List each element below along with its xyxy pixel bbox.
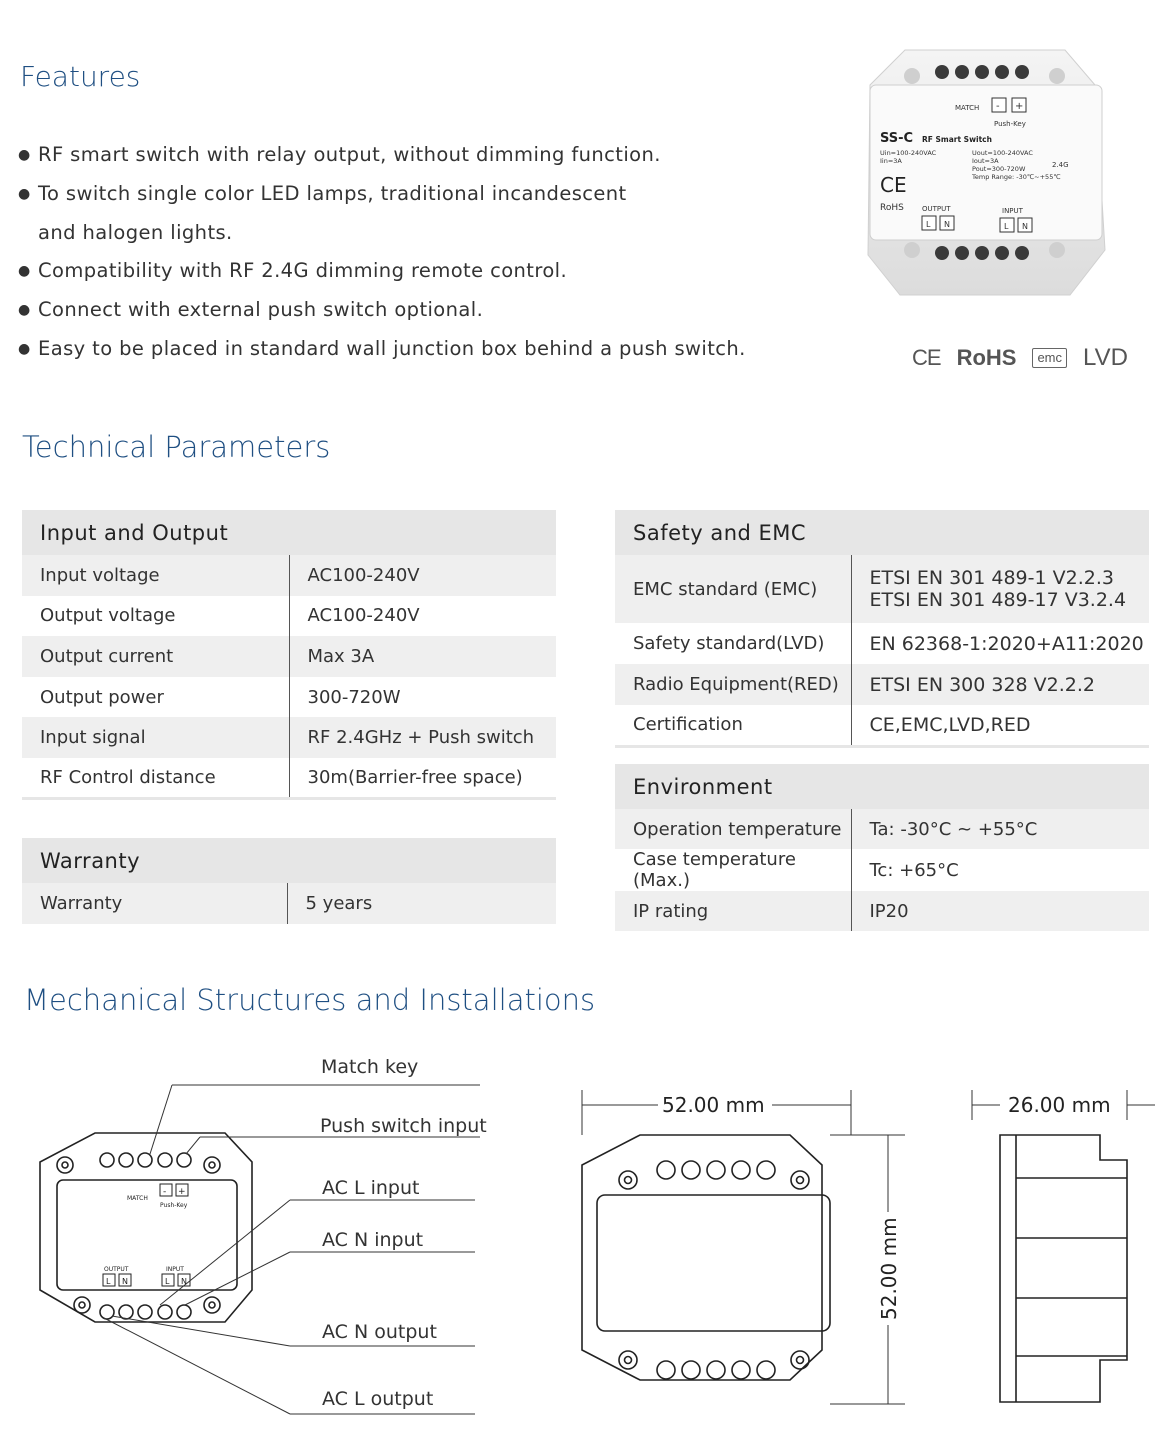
technical-parameters-title: Technical Parameters — [22, 430, 331, 464]
dimension-depth: 26.00 mm — [1008, 1093, 1111, 1117]
table-row: Certification CE,EMC,LVD,RED — [615, 705, 1149, 746]
product-image — [860, 40, 1110, 300]
product-ce-mark: CE — [880, 173, 907, 197]
svg-text:Pout=300-720W: Pout=300-720W — [972, 165, 1026, 173]
svg-text:Temp Range: -30℃~+55℃: Temp Range: -30℃~+55℃ — [972, 173, 1061, 181]
dimension-height: 52.00 mm — [877, 1217, 901, 1320]
mechanical-title: Mechanical Structures and Installations — [24, 983, 596, 1017]
table-row: Output power 300-720W — [22, 677, 556, 718]
feature-item-continuation: and halogen lights. — [38, 220, 233, 244]
product-pushkey-label: Push-Key — [994, 120, 1026, 128]
table-row: Input signal RF 2.4GHz + Push switch — [22, 717, 556, 758]
lvd-mark: LVD — [1083, 344, 1128, 371]
label-ac-l-output: AC L output — [322, 1388, 434, 1410]
svg-text:L: L — [165, 1277, 170, 1286]
label-push-switch-input: Push switch input — [320, 1115, 487, 1137]
svg-text:+: + — [178, 1187, 186, 1197]
safety-emc-table — [615, 510, 1149, 748]
environment-table — [615, 764, 1149, 931]
svg-text:L: L — [106, 1277, 111, 1286]
svg-text:Iin=3A: Iin=3A — [880, 157, 902, 165]
svg-text:RoHS: RoHS — [880, 203, 904, 213]
product-name: RF Smart Switch — [922, 135, 992, 144]
svg-text:OUTPUT: OUTPUT — [104, 1266, 129, 1273]
table-row: Operation temperature Ta: -30°C ~ +55°C — [615, 809, 1149, 849]
table-row: IP rating IP20 — [615, 891, 1149, 931]
bullet-icon: ● — [18, 147, 31, 163]
input-output-table — [22, 510, 556, 800]
svg-text:+: + — [1015, 101, 1024, 112]
table-row: Radio Equipment(RED) ETSI EN 300 328 V2.2.2 — [615, 664, 1149, 705]
table-row: Case temperature (Max.) Tc: +65°C — [615, 849, 1149, 891]
table-row: Warranty 5 years — [22, 883, 556, 924]
table-header: Warranty — [22, 838, 556, 883]
svg-text:INPUT: INPUT — [1002, 207, 1023, 215]
bullet-icon: ● — [18, 340, 31, 357]
feature-item: ● Easy to be placed in standard wall junction box behind a push switch. — [18, 330, 778, 369]
table-row: RF Control distance 30m(Barrier-free space) — [22, 758, 556, 799]
svg-text:L: L — [1004, 222, 1009, 231]
feature-item: ● To switch single color LED lamps, traditional incandescent — [18, 175, 778, 214]
emc-mark: emc — [1032, 348, 1067, 368]
product-model: SS-C — [880, 131, 914, 146]
ce-mark: CE — [912, 345, 941, 370]
product-match-label: MATCH — [955, 104, 980, 112]
svg-text:Iout=3A: Iout=3A — [972, 157, 999, 165]
feature-item: ● Compatibility with RF 2.4G dimming remote control. — [18, 252, 778, 291]
svg-text:Uout=100-240VAC: Uout=100-240VAC — [972, 149, 1033, 157]
bullet-icon: ● — [18, 263, 31, 280]
svg-text:N: N — [944, 220, 950, 229]
label-match-key: Match key — [321, 1056, 419, 1078]
feature-item: ● Connect with external push switch optional. — [18, 291, 778, 330]
label-ac-l-input: AC L input — [322, 1177, 420, 1199]
feature-list — [18, 136, 778, 369]
bullet-icon: ● — [18, 185, 31, 202]
label-ac-n-output: AC N output — [322, 1321, 437, 1343]
table-header: Safety and EMC — [615, 510, 1149, 555]
label-ac-n-input: AC N input — [322, 1229, 424, 1251]
dimension-width: 52.00 mm — [662, 1093, 765, 1117]
svg-text:Uin=100-240VAC: Uin=100-240VAC — [880, 149, 937, 157]
mechanical-drawings — [0, 1040, 1170, 1440]
table-header: Input and Output — [22, 510, 556, 555]
svg-text:-: - — [163, 1187, 167, 1197]
svg-text:MATCH: MATCH — [127, 1195, 148, 1202]
table-header: Environment — [615, 764, 1149, 809]
svg-text:OUTPUT: OUTPUT — [922, 205, 951, 213]
table-row: Output voltage AC100-240V — [22, 596, 556, 637]
feature-item: ● RF smart switch with relay output, without dimming function. — [18, 136, 778, 175]
warranty-table — [22, 838, 556, 924]
svg-text:-: - — [996, 101, 1000, 112]
table-row: Input voltage AC100-240V — [22, 555, 556, 596]
table-row: EMC standard (EMC) ETSI EN 301 489-1 V2.2.3 ETSI EN 301 489-17 V3.2.4 — [615, 555, 1149, 623]
svg-text:N: N — [1022, 222, 1028, 231]
svg-text:Push-Key: Push-Key — [160, 1202, 188, 1209]
table-row: Safety standard(LVD) EN 62368-1:2020+A11:2020 — [615, 623, 1149, 664]
bullet-icon: ● — [18, 302, 31, 319]
rohs-mark: RoHS — [956, 345, 1017, 370]
svg-text:INPUT: INPUT — [166, 1266, 184, 1273]
svg-text:2.4G: 2.4G — [1052, 161, 1069, 169]
svg-text:N: N — [181, 1277, 187, 1286]
certification-marks — [912, 344, 1128, 372]
table-row: Output current Max 3A — [22, 636, 556, 677]
features-title: Features — [20, 60, 141, 93]
svg-text:L: L — [926, 220, 931, 229]
svg-text:N: N — [122, 1277, 128, 1286]
